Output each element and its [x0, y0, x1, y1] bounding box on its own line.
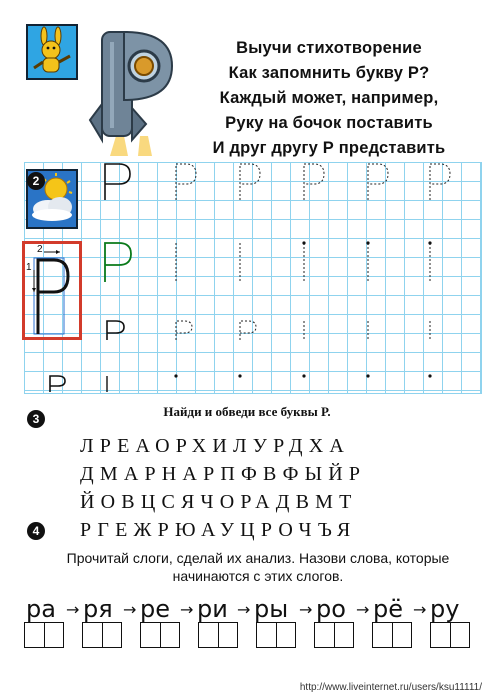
arrow-icon: → [66, 600, 80, 619]
syllable: ру [430, 595, 460, 623]
syllable: ра [26, 595, 56, 623]
poem-line: Каждый может, например, [219, 89, 439, 107]
task4-instruction: Прочитай слоги, сделай их анализ. Назови слова, которые начинаются с этих слогов. [66, 550, 450, 584]
letter-row: РГЕЖРЮАУЦРОЧЪЯ [80, 519, 357, 541]
arrow-icon: → [299, 600, 313, 619]
poem-line: Руку на бочок поставить [225, 114, 433, 132]
arrow-icon: → [356, 600, 370, 619]
sample-letter-frame [22, 241, 82, 340]
syllable: ри [197, 595, 228, 623]
syllable: рё [373, 595, 403, 623]
row1-sample-letter [105, 164, 130, 200]
stroke-number-2: 2 [37, 244, 43, 255]
task4-number: 4 [27, 522, 45, 540]
analysis-boxes[interactable] [24, 622, 64, 648]
row4-dots [174, 374, 431, 377]
poem-line: И друг другу Р представить [212, 139, 446, 157]
arrow-icon: → [180, 600, 194, 619]
task2-number: 2 [27, 172, 45, 190]
analysis-boxes[interactable] [140, 622, 180, 648]
source-url: http://www.liveinternet.ru/users/ksu11111/ [299, 682, 482, 693]
analysis-boxes[interactable] [430, 622, 470, 648]
poem-line: Как запомнить букву Р? [228, 64, 430, 82]
analysis-boxes[interactable] [82, 622, 122, 648]
row3-trace-letters [176, 321, 430, 340]
analysis-boxes[interactable] [198, 622, 238, 648]
arrow-icon: → [237, 600, 251, 619]
poem-line: Выучи стихотворение [236, 39, 422, 57]
row2-dots [302, 241, 431, 244]
task3-number: 3 [27, 410, 45, 428]
syllable: ре [140, 595, 170, 623]
letter-search-grid [80, 432, 450, 544]
task3-instruction: Найди и обведи все буквы Р. [163, 404, 331, 419]
analysis-boxes[interactable] [256, 622, 296, 648]
syllable: ро [316, 595, 346, 623]
arrow-icon: → [413, 600, 427, 619]
row2-sample-letter [105, 243, 131, 282]
analysis-boxes[interactable] [372, 622, 412, 648]
row2-trace-stems [176, 243, 430, 282]
stroke-number-1: 1 [26, 262, 32, 273]
letter-row: ДМАРНАРПФВФЫЙР [80, 463, 367, 485]
syllable: ря [83, 595, 113, 623]
analysis-boxes[interactable] [314, 622, 354, 648]
row1-trace-letters [176, 164, 450, 200]
letter-row: ЙОВЦСЯЧОРАДВМТ [80, 491, 358, 513]
letter-row: ЛРЕАОРХИЛУРДХА [80, 435, 351, 457]
row4-sample-letter [50, 376, 65, 392]
row3-sample-letter [107, 321, 124, 340]
arrow-icon: → [123, 600, 137, 619]
syllable: ры [254, 595, 289, 623]
syllable-row [22, 596, 482, 654]
